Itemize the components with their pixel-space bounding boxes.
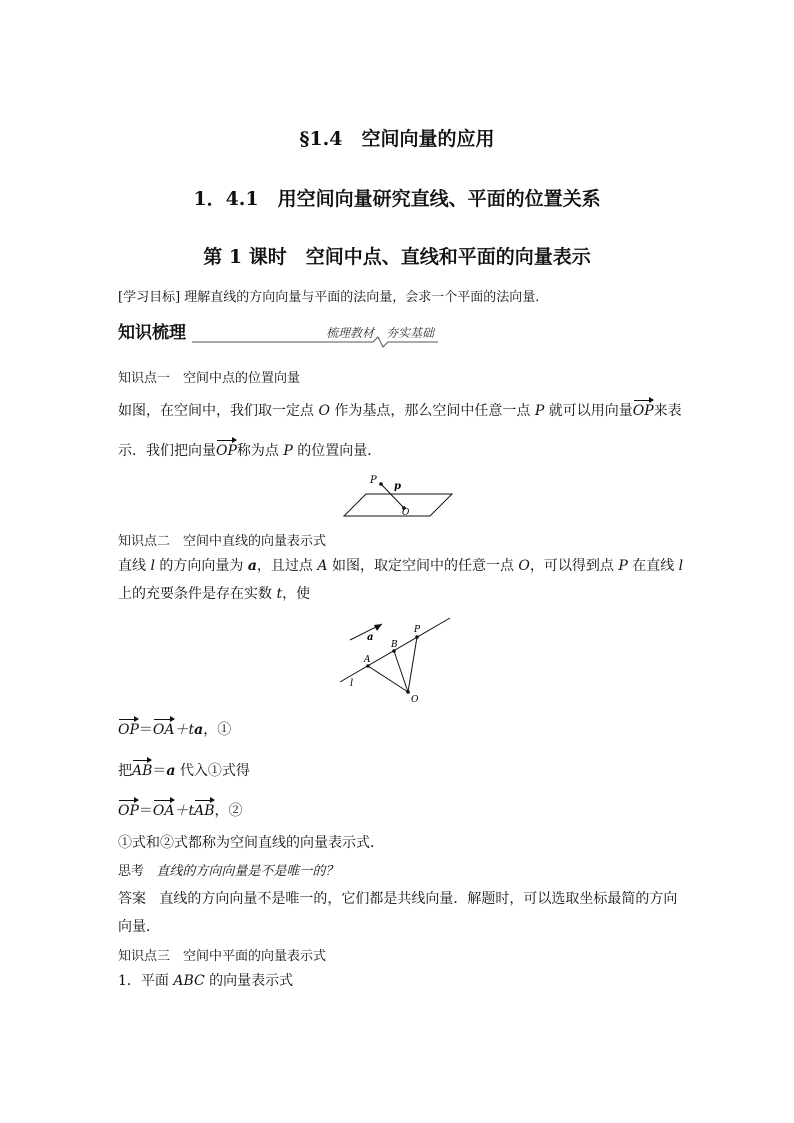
figure-position-vector	[340, 472, 460, 522]
kp1-line1	[118, 401, 682, 421]
label-l: l	[350, 678, 354, 689]
kp1-title: 知识点一 空间中点的位置向量	[118, 371, 301, 386]
text: 如图，取定空间中的任意一点	[327, 558, 519, 574]
figure-line-vector	[330, 612, 460, 707]
plane-abc: ABC	[173, 973, 205, 989]
line-l: l	[678, 558, 684, 574]
text: 代入①式得	[175, 763, 250, 779]
vector-a: a	[194, 722, 204, 738]
text: 在直线	[627, 558, 679, 574]
banner-subtitle: 梳理教材 夯实基础	[326, 326, 435, 340]
vector-op: OP	[216, 443, 237, 459]
answer-line1	[118, 889, 677, 909]
knowledge-banner	[118, 318, 438, 348]
text: ，且过点	[256, 558, 318, 574]
kp3-item1	[118, 971, 293, 991]
segment-op	[408, 637, 417, 692]
text: ，①	[203, 722, 232, 738]
banner-title: 知识梳理	[118, 318, 192, 343]
point-a: A	[317, 558, 328, 574]
text: ＋t	[174, 722, 195, 738]
substitution-line	[118, 761, 250, 781]
text: 就可以用向量	[544, 403, 633, 419]
lesson-title: 第 1 课时 空间中点、直线和平面的向量表示	[203, 246, 591, 268]
think-question	[118, 860, 338, 879]
formula-1	[118, 720, 231, 740]
plane-shape	[344, 494, 452, 516]
section-title: §1.4 空间向量的应用	[299, 128, 495, 150]
text: 1．平面	[118, 973, 174, 989]
vector-oa: OA	[152, 803, 175, 819]
text: ，②	[214, 803, 243, 819]
vector-op: OP	[118, 722, 139, 738]
text: 称为点	[236, 443, 284, 459]
text: 把	[118, 763, 132, 779]
label-o: O	[402, 508, 410, 518]
text: 的位置向量．	[292, 443, 382, 459]
label-a-vec: a	[367, 632, 374, 643]
goal-text: 理解直线的方向向量与平面的法向量，会求一个平面的法向量．	[184, 290, 549, 305]
kp3-title: 知识点三 空间中平面的向量表示式	[118, 949, 327, 964]
vector-a: a	[166, 763, 176, 779]
kp1-line2	[118, 441, 381, 461]
point-p: P	[534, 403, 545, 419]
text: 示．我们把向量	[118, 443, 216, 459]
text: ＋t	[174, 803, 195, 819]
text: 作为基点，那么空间中任意一点	[329, 403, 535, 419]
text: ＝	[138, 803, 153, 819]
answer-label: 答案	[118, 891, 146, 907]
text: 如图，在空间中，我们取一定点	[118, 403, 319, 419]
subsection-title: 1．4.1 用空间向量研究直线、平面的位置关系	[193, 188, 601, 210]
text: ＝	[138, 722, 153, 738]
point-o: O	[318, 403, 330, 419]
segment-oa	[368, 666, 408, 692]
point-p: P	[283, 443, 293, 459]
text: ，可以得到点	[529, 558, 619, 574]
kp2-line2	[118, 584, 310, 604]
text: 直线	[118, 558, 151, 574]
segment-ob	[394, 651, 408, 692]
text: 的方向向量为	[154, 558, 248, 574]
text: 的向量表示式	[204, 973, 294, 989]
think-text: 直线的方向向量是不是唯一的？	[156, 864, 339, 879]
text: 上的充要条件是存在实数	[118, 586, 277, 602]
vector-op: OP	[118, 803, 139, 819]
vector-op: OP	[632, 403, 654, 419]
vector-ab: AB	[132, 763, 153, 779]
real-t: t	[276, 586, 283, 602]
formula-conclusion: ①式和②式都称为空间直线的向量表示式．	[118, 835, 384, 851]
learning-goal	[118, 288, 548, 308]
answer-text: 直线的方向向量不是唯一的，它们都是共线向量．解题时，可以选取坐标最简的方向	[159, 891, 678, 907]
point-o: O	[518, 558, 530, 574]
point-p-dot	[379, 482, 383, 486]
think-label: 思考	[118, 864, 145, 879]
label-p: P	[414, 625, 421, 635]
line-l: l	[150, 558, 155, 574]
formula-2	[118, 801, 243, 821]
point-p: P	[618, 558, 628, 574]
label-o: O	[411, 695, 419, 705]
vector-oa: OA	[152, 722, 175, 738]
text: 来表	[653, 403, 682, 419]
goal-label: [学习目标]	[118, 290, 181, 305]
label-vec-p: p	[394, 481, 401, 492]
answer-line2: 向量．	[118, 919, 160, 935]
label-a: A	[364, 655, 371, 665]
label-p: P	[370, 475, 377, 486]
kp2-title: 知识点二 空间中直线的向量表示式	[118, 534, 327, 549]
text: ＝	[152, 763, 167, 779]
kp2-line1	[118, 556, 683, 576]
label-b: B	[391, 640, 398, 650]
text: ，使	[282, 586, 311, 602]
vector-ab: AB	[194, 803, 215, 819]
vector-a: a	[247, 558, 257, 574]
